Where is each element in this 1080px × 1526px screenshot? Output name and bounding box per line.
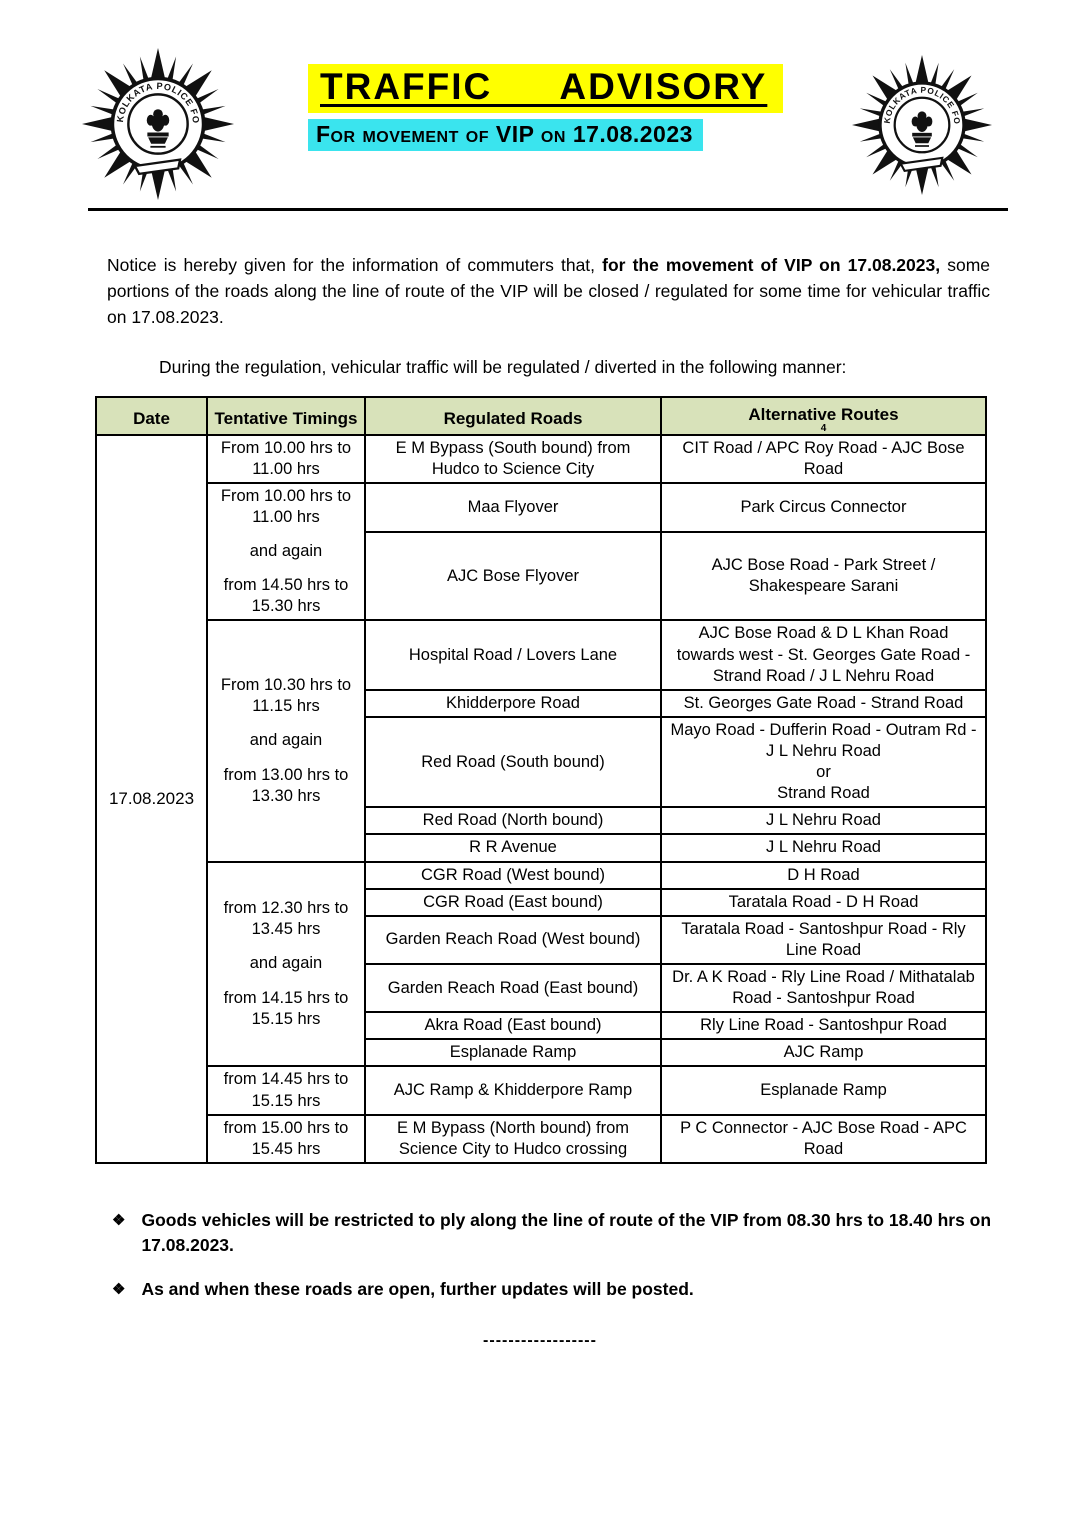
alternative-route-cell: Dr. A K Road - Rly Line Road / Mithatalab Road - Santoshpur Road [661, 964, 986, 1012]
regulated-road-cell: Red Road (North bound) [365, 807, 661, 834]
kolkata-police-badge-left [82, 48, 234, 200]
separator-dashes: ------------------ [483, 1331, 597, 1349]
timing-line: from 12.30 hrs to 13.45 hrs [223, 899, 349, 939]
timing-line: from 14.45 hrs to 15.15 hrs [223, 1070, 349, 1110]
table-row [96, 620, 986, 689]
document-header [0, 0, 1080, 200]
page-subtitle: For movement of VIP on 17.08.2023 [308, 119, 703, 151]
regulation-paragraph: During the regulation, vehicular traffic will be regulated / diverted in the following manner: [159, 356, 847, 377]
alternative-route-cell: J L Nehru Road [661, 807, 986, 834]
regulated-road-cell: Red Road (South bound) [365, 717, 661, 807]
alternative-route-cell: J L Nehru Road [661, 834, 986, 861]
regulated-road-cell: E M Bypass (North bound) from Science City to Hudco crossing [365, 1115, 661, 1163]
timing-line: from 13.00 hrs to 13.30 hrs [223, 765, 349, 805]
timing-line: from 14.15 hrs to 15.15 hrs [223, 988, 349, 1028]
header-footnote-mark: 4 [820, 422, 827, 434]
alternative-route-cell: P C Connector - AJC Bose Road - APC Road [661, 1115, 986, 1163]
table-row [96, 435, 986, 483]
timing-cell [207, 620, 365, 861]
alternative-route-cell: D H Road [661, 862, 986, 889]
alternative-route-cell: AJC Ramp [661, 1039, 986, 1066]
regulated-road-cell: Akra Road (East bound) [365, 1012, 661, 1039]
note-text: Goods vehicles will be restricted to ply along the line of route of the VIP from 08.30 hrs to 18.40 hrs on 17.08.2023. [141, 1209, 992, 1256]
timing-line: From 10.00 hrs to 11.00 hrs [220, 486, 352, 526]
table-row [96, 1115, 986, 1163]
timing-line: and again [249, 731, 323, 750]
note-text: As and when these roads are open, further updates will be posted. [141, 1278, 694, 1299]
timing-line: From 10.00 hrs to 11.00 hrs [220, 438, 352, 478]
timing-cell [207, 1066, 365, 1114]
timing-cell [207, 1115, 365, 1163]
alternative-route-line: Strand Road [777, 784, 870, 803]
regulated-road-cell: AJC Ramp & Khidderpore Ramp [365, 1066, 661, 1114]
alternative-route-cell [661, 717, 986, 807]
regulated-road-cell: R R Avenue [365, 834, 661, 861]
alternative-route-cell: Park Circus Connector [661, 483, 986, 533]
col-header-date: Date [96, 397, 207, 435]
regulated-road-cell: AJC Bose Flyover [365, 532, 661, 620]
diamond-bullet-icon: ❖ [112, 1280, 126, 1298]
alternative-route-cell: AJC Bose Road - Park Street / Shakespeare Sarani [661, 532, 986, 620]
alternative-route-cell: CIT Road / APC Roy Road - AJC Bose Road [661, 435, 986, 483]
col-header-regulated-roads: Regulated Roads [365, 397, 661, 435]
timing-cell [207, 862, 365, 1067]
alternative-route-line: Mayo Road - Dufferin Road - Outram Rd - J L Nehru Road [670, 720, 977, 760]
timing-line: from 14.50 hrs to 15.30 hrs [223, 576, 349, 616]
timing-cell [207, 435, 365, 483]
col-header-alternative-routes [661, 397, 986, 435]
alternative-route-cell: Taratala Road - D H Road [661, 889, 986, 916]
regulated-road-cell: Garden Reach Road (East bound) [365, 964, 661, 1012]
alternative-route-cell: Esplanade Ramp [661, 1066, 986, 1114]
date-cell: 17.08.2023 [96, 435, 207, 1163]
note-item [112, 1277, 1010, 1302]
regulated-road-cell: Maa Flyover [365, 483, 661, 533]
header-divider [88, 208, 1008, 211]
title-block [308, 64, 783, 151]
timing-cell [207, 483, 365, 621]
diamond-bullet-icon: ❖ [112, 1211, 126, 1229]
alternative-route-cell: Taratala Road - Santoshpur Road - Rly Line Road [661, 916, 986, 964]
timing-line: and again [249, 954, 323, 973]
traffic-regulation-table [95, 396, 987, 1164]
col-header-timings: Tentative Timings [207, 397, 365, 435]
alternative-route-cell: AJC Bose Road & D L Khan Road towards west - St. Georges Gate Road - Strand Road / J L Nehru Road [661, 620, 986, 689]
note-item [112, 1208, 1010, 1259]
table-row [96, 862, 986, 889]
regulated-road-cell: Garden Reach Road (West bound) [365, 916, 661, 964]
col-header-alternative-label: Alternative Routes [748, 404, 899, 424]
kolkata-police-badge-right [852, 54, 992, 196]
regulated-road-cell: Hospital Road / Lovers Lane [365, 620, 661, 689]
alternative-route-cell: Rly Line Road - Santoshpur Road [661, 1012, 986, 1039]
table-row [96, 483, 986, 533]
notice-paragraph [107, 253, 990, 331]
table-row [96, 1066, 986, 1114]
regulated-road-cell: Khidderpore Road [365, 690, 661, 717]
timing-line: From 10.30 hrs to 11.15 hrs [220, 676, 352, 716]
alternative-route-line: or [816, 763, 831, 782]
notes-section [112, 1208, 1010, 1302]
timing-line: from 15.00 hrs to 15.45 hrs [223, 1118, 349, 1158]
regulated-road-cell: E M Bypass (South bound) from Hudco to Science City [365, 435, 661, 483]
timing-line: and again [249, 542, 323, 561]
regulated-road-cell: CGR Road (West bound) [365, 862, 661, 889]
page-title: TRAFFIC ADVISORY [308, 64, 783, 113]
notice-text-lead: Notice is hereby given for the information of commuters that, [107, 255, 603, 275]
table-header-row [96, 397, 986, 435]
notice-text-bold: for the movement of VIP on 17.08.2023, [602, 255, 941, 275]
regulated-road-cell: Esplanade Ramp [365, 1039, 661, 1066]
alternative-route-cell: St. Georges Gate Road - Strand Road [661, 690, 986, 717]
notice-text-rest: some portions of the roads along the line of route of the VIP will be closed / regulated for some time for vehicular traffic on 17.08.2023. [107, 255, 991, 327]
regulated-road-cell: CGR Road (East bound) [365, 889, 661, 916]
